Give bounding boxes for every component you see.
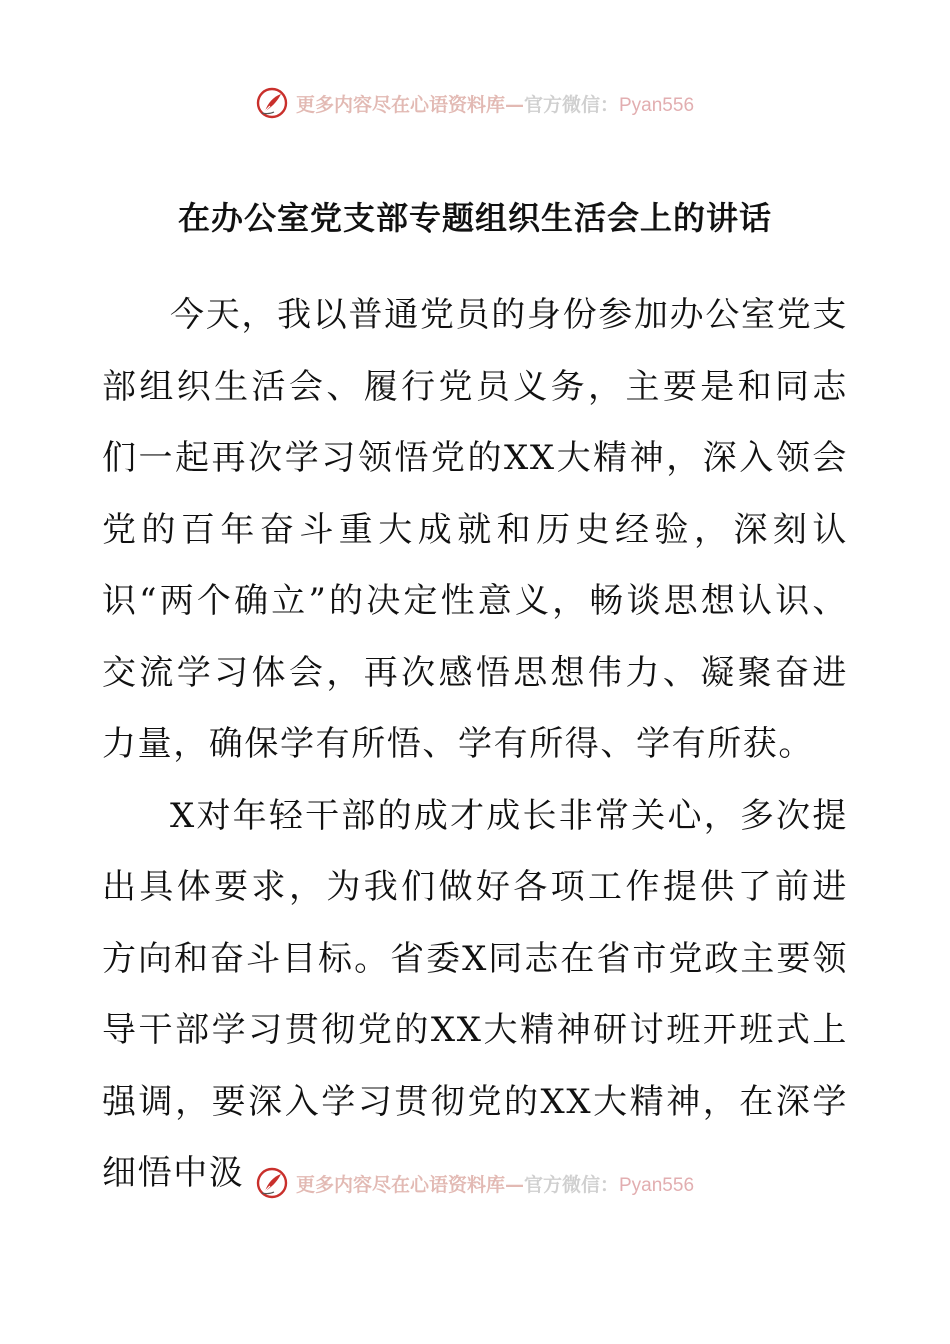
watermark-wechat-label: 官方微信： — [523, 1173, 619, 1196]
watermark-wechat-id: Pyan556 — [619, 94, 695, 116]
document-title: 在办公室党支部专题组织生活会上的讲话 — [177, 199, 772, 237]
quill-pen-logo-icon — [256, 1167, 288, 1199]
paragraph-2: X对年轻干部的成才成长非常关心，多次提出具体要求，为我们做好各项工作提供了前进方向和奋斗目标。省委X同志在省市党政主要领导干部学习贯彻党的XX大精神研讨班开班式上强调，要深入学习贯彻党的XX大精神，在深学细悟中汲 — [102, 795, 848, 1193]
watermark-wechat-id: Pyan556 — [619, 1174, 695, 1196]
watermark-dash: — — [504, 93, 524, 116]
watermark-text — [296, 90, 694, 117]
watermark-text — [296, 1170, 694, 1197]
header-watermark — [0, 83, 950, 123]
paragraph-1: 今天，我以普通党员的身份参加办公室党支部组织生活会、履行党员义务，主要是和同志们一起再次学习领悟党的XX大精神，深入领会党的百年奋斗重大成就和历史经验，深刻认识“两个确立”的决定性意义，畅谈思想认识、交流学习体会，再次感悟思想伟力、凝聚奋进力量，确保学有所悟、学有所得、学有所获。 — [102, 295, 848, 764]
watermark-wechat-label: 官方微信： — [523, 93, 619, 116]
watermark-main: 更多内容尽在心语资料库 — [295, 93, 505, 116]
document-body — [102, 280, 848, 1210]
footer-watermark — [0, 1163, 950, 1203]
quill-pen-logo-icon — [256, 87, 288, 119]
watermark-dash: — — [504, 1173, 524, 1196]
watermark-main: 更多内容尽在心语资料库 — [295, 1173, 505, 1196]
